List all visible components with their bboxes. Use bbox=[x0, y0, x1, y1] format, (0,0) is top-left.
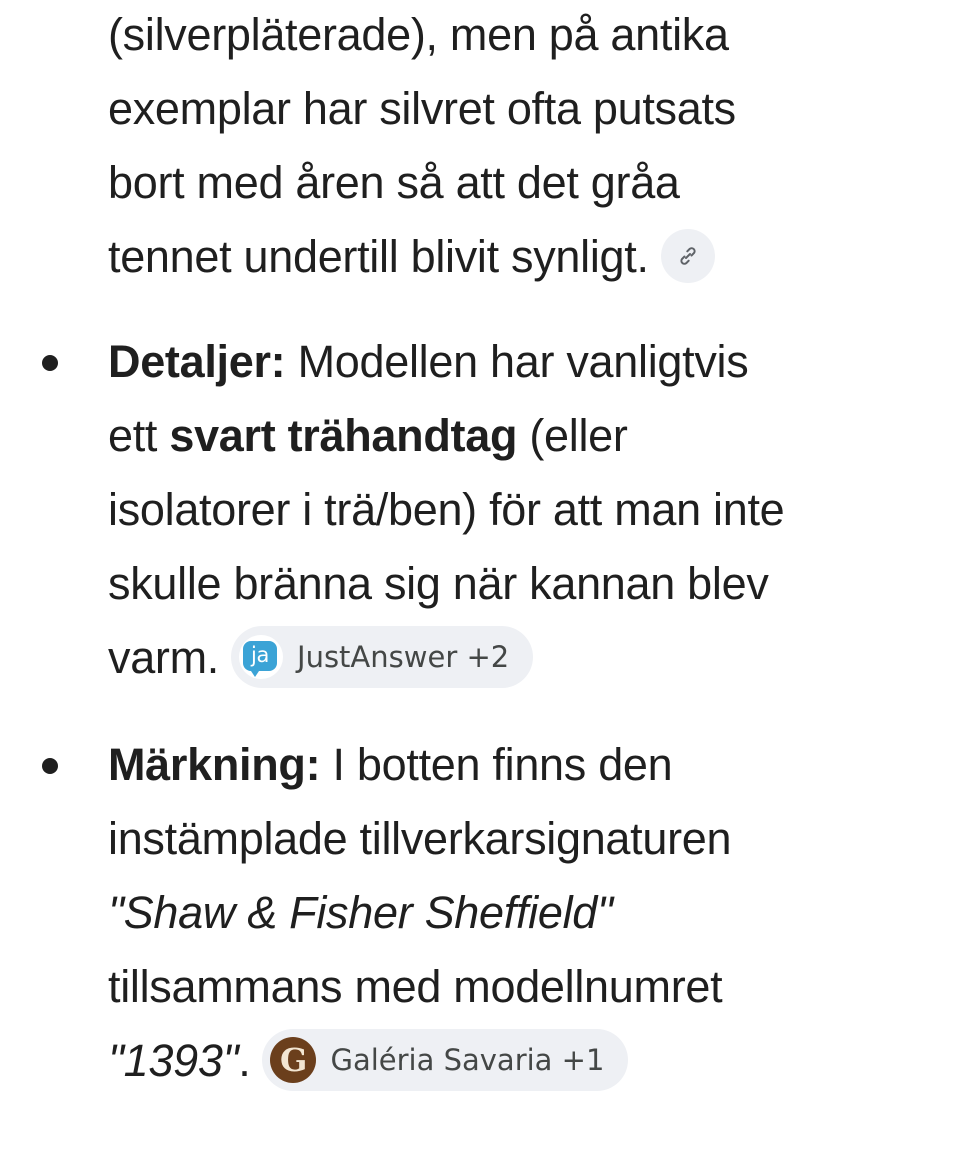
text-segment: Modellen har vanligtvis bbox=[285, 336, 749, 387]
text-line-with-source bbox=[108, 621, 928, 695]
bullet-label: Märkning: bbox=[108, 739, 321, 790]
bold-text: svart trähandtag bbox=[169, 410, 518, 461]
bullet-label: Detaljer: bbox=[108, 336, 286, 387]
italic-text: "1393" bbox=[108, 1035, 239, 1086]
text-line: skulle bränna sig när kannan blev bbox=[108, 558, 769, 609]
source-chip-label: Galéria Savaria +1 bbox=[330, 1043, 605, 1078]
text-line-with-source bbox=[108, 1024, 928, 1098]
text-line bbox=[108, 728, 928, 802]
source-chip-label: JustAnswer +2 bbox=[297, 640, 510, 675]
text-line-with-link bbox=[108, 220, 928, 294]
justanswer-icon-tail bbox=[249, 668, 261, 677]
text-segment: . bbox=[238, 1035, 251, 1086]
text-segment: varm. bbox=[108, 632, 220, 683]
link-icon-button[interactable] bbox=[661, 229, 715, 283]
text-line: (silverpläterade), men på antika bbox=[108, 9, 729, 60]
text-line: instämplade tillverkarsignaturen bbox=[108, 813, 732, 864]
text-line: exemplar har silvret ofta putsats bbox=[108, 83, 736, 134]
justanswer-icon bbox=[239, 635, 283, 679]
text-line: bort med åren så att det gråa bbox=[108, 157, 680, 208]
text-segment: I botten finns den bbox=[320, 739, 673, 790]
text-line: tennet undertill blivit synligt. bbox=[108, 231, 649, 282]
bullet-dot bbox=[42, 758, 58, 774]
text-segment: (eller bbox=[517, 410, 628, 461]
text-line: isolatorer i trä/ben) för att man inte bbox=[108, 484, 785, 535]
bullet-dot bbox=[42, 355, 58, 371]
link-icon bbox=[676, 244, 700, 268]
source-chip-galeria-savaria[interactable] bbox=[262, 1029, 628, 1091]
text-line bbox=[108, 325, 928, 399]
bullet-item-detaljer bbox=[108, 325, 928, 695]
text-line: tillsammans med modellnumret bbox=[108, 961, 723, 1012]
justanswer-icon-text: ja bbox=[243, 641, 277, 671]
text-segment: ett bbox=[108, 410, 170, 461]
paragraph-silver bbox=[108, 0, 928, 294]
source-chip-justanswer[interactable] bbox=[231, 626, 533, 688]
italic-text-line: "Shaw & Fisher Sheffield" bbox=[108, 887, 613, 938]
text-line bbox=[108, 399, 928, 473]
galeria-savaria-icon: G bbox=[270, 1037, 316, 1083]
bullet-item-markning bbox=[108, 728, 928, 1098]
